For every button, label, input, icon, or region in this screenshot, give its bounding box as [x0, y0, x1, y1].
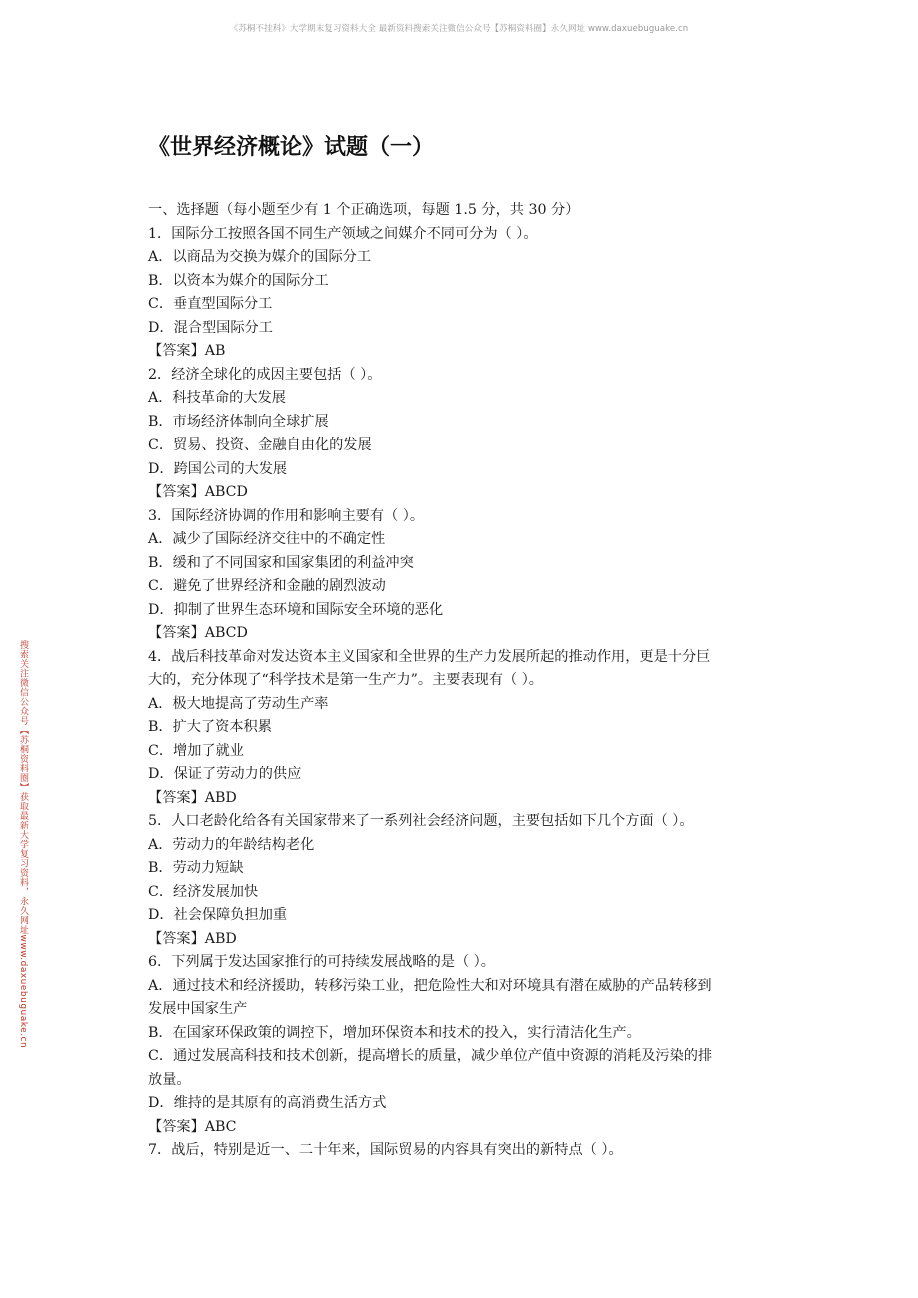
option: D．维持的是其原有的高消费生活方式 — [148, 1095, 387, 1111]
option: D．保证了劳动力的供应 — [148, 766, 302, 782]
answer: 【答案】ABD — [148, 789, 237, 806]
option: A．通过技术和经济援助，转移污染工业，把危险性大和对环境具有潜在威胁的产品转移到 — [148, 977, 712, 994]
option: D．抑制了世界生态环境和国际安全环境的恶化 — [148, 601, 444, 618]
option: B．以资本为媒介的国际分工 — [148, 272, 329, 289]
option: B．劳动力短缺 — [148, 860, 244, 876]
option: C．通过发展高科技和技术创新，提高增长的质量，减少单位产值中资源的消耗及污染的排 — [148, 1048, 713, 1064]
option: B．缓和了不同国家和国家集团的利益冲突 — [148, 554, 414, 571]
option: C．垂直型国际分工 — [148, 296, 273, 312]
side-watermark-note: 搜索关注微信公众号【苏桐资料圈】获取最新大学复习资料，永久网址www.daxuebuguake.cn — [18, 640, 28, 1049]
question-3: 3．国际经济协调的作用和影响主要有（ ）。 — [148, 507, 425, 524]
option: C．增加了就业 — [148, 742, 244, 759]
option: A．减少了国际经济交往中的不确定性 — [148, 531, 386, 547]
option: B．市场经济体制向全球扩展 — [148, 413, 329, 430]
option: A．科技革命的大发展 — [148, 390, 286, 406]
option: B．扩大了资本积累 — [148, 719, 272, 735]
option: D．混合型国际分工 — [148, 319, 273, 336]
header-watermark-note: 《苏桐不挂科》大学期末复习资料大全 最新资料搜索关注微信公众号【苏桐资料圈】永久网址 www.daxuebuguake.cn — [229, 24, 689, 34]
option: C．避免了世界经济和金融的剧烈波动 — [148, 578, 386, 594]
option: D．社会保障负担加重 — [148, 907, 288, 923]
question-6: 6．下列属于发达国家推行的可持续发展战略的是（ ）。 — [148, 954, 495, 970]
answer: 【答案】ABCD — [148, 625, 248, 641]
option: C．贸易、投资、金融自由化的发展 — [148, 437, 372, 453]
option: A．劳动力的年龄结构老化 — [148, 836, 315, 853]
answer: 【答案】ABD — [148, 930, 237, 947]
question-2: 2．经济全球化的成因主要包括（ ）。 — [148, 366, 382, 383]
question-5: 5．人口老龄化给各有关国家带来了一系列社会经济问题，主要包括如下几个方面（ ）。 — [148, 813, 694, 829]
question-4-continued: 大的，充分体现了“科学技术是第一生产力”。主要表现有（ ）。 — [148, 672, 543, 688]
option: D．跨国公司的大发展 — [148, 460, 288, 477]
option: C．经济发展加快 — [148, 883, 259, 900]
question-1: 1．国际分工按照各国不同生产领域之间媒介不同可分为（ ）。 — [148, 225, 538, 242]
question-4: 4．战后科技革命对发达资本主义国家和全世界的生产力发展所起的推动作用，更是十分巨 — [148, 648, 711, 665]
answer: 【答案】ABC — [148, 1118, 237, 1135]
option: B．在国家环保政策的调控下，增加环保资本和技术的投入，实行清洁化生产。 — [148, 1024, 641, 1041]
answer: 【答案】ABCD — [148, 484, 248, 500]
page-title: 《世界经济概论》试题（一） — [148, 135, 435, 160]
section-heading: 一、选择题（每小题至少有 1 个正确选项，每题 1.5 分，共 30 分） — [148, 202, 580, 218]
answer: 【答案】AB — [148, 343, 226, 359]
option: A．极大地提高了劳动生产率 — [148, 695, 329, 712]
question-7: 7．战后，特别是近一、二十年来，国际贸易的内容具有突出的新特点（ ）。 — [148, 1142, 623, 1158]
option-continued: 放量。 — [148, 1071, 191, 1088]
option: A．以商品为交换为媒介的国际分工 — [148, 249, 372, 265]
question-list — [148, 199, 788, 1163]
option-continued: 发展中国家生产 — [148, 1001, 248, 1017]
